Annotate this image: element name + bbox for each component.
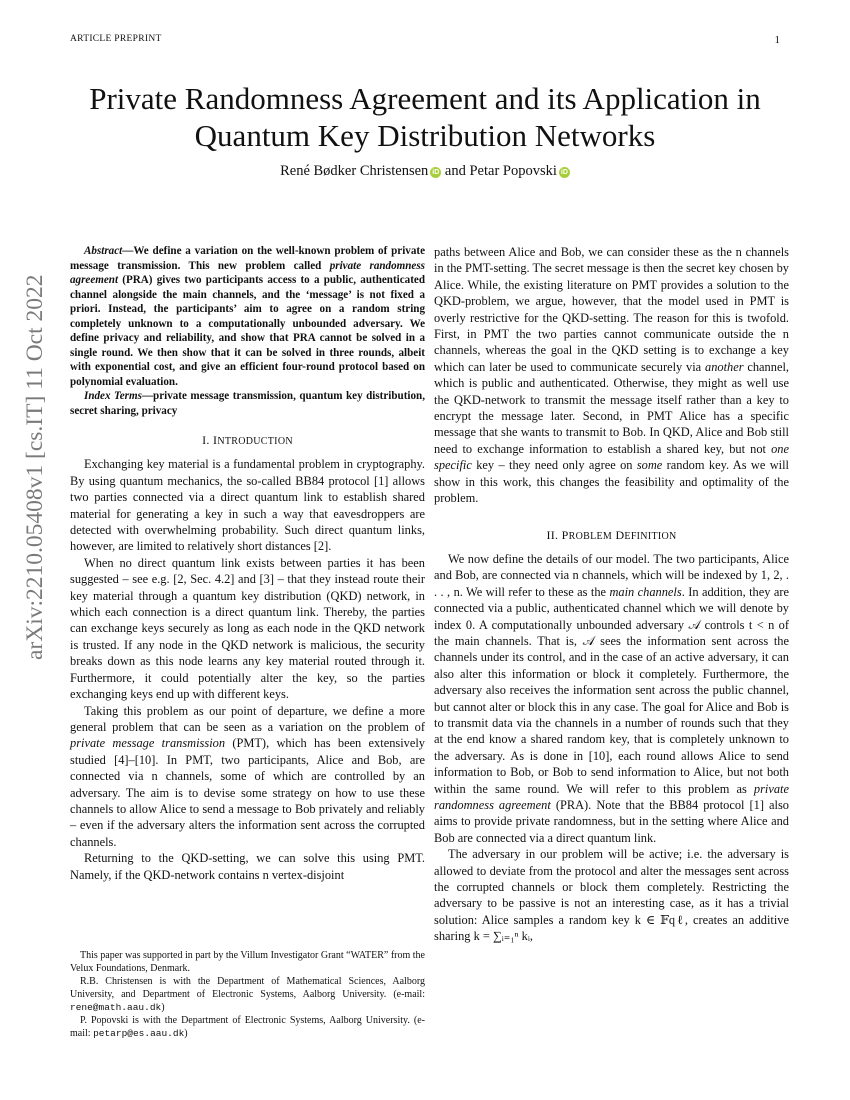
- author-and: and: [444, 163, 466, 179]
- paper-title: Private Randomness Agreement and its Application in Quantum Key Distribution Networks: [89, 81, 761, 153]
- abstract: Abstract—We define a variation on the well-known problem of private message transmission. This new problem called private randomness agreement (PRA) gives two participants access to a public, authenticated channel alongside the main channels, and the ‘message’ is not fixed a priori. Instead, the participants’ aim to agree on a random string completely unknown to a computationally unbounded adversary. We define privacy and reliability, and show that PRA cannot be solved in a single round. We then show that it can be solved in three rounds, albeit with exponential cost, and give an efficient four-round protocol based on polynomial evaluation.: [70, 245, 425, 388]
- email-link[interactable]: petarp@es.aau.dk: [93, 1028, 185, 1039]
- problem-paragraph: We now define the details of our model. The two participants, Alice and Bob, are connected via n channels, which will be indexed by 1, 2, . . . , n. We will refer to these as the main channels. In addition, they are connected via a public, authenticated channel which we will denote by index 0. A computationally unbounded adversary 𝒜 controls t < n of the main channels. That is, 𝒜 sees the information sent across the channels under its control, and in the case of an active adversary, it can also alter this information or block it completely. Furthermore, the adversary also receives the information sent across the public channel, but cannot alter or block this in any case. The goal for Alice and Bob is to transmit data via the channels in a number of rounds such that they at the end know a shared random key, that is completely unknown to the adversary. As is done in [10], each round allows Alice to send information to Bob, or Bob to send information to Alice, but not both within the same round. We will refer to this problem as private randomness agreement (PRA). Note that the BB84 protocol [1] also aims to provide private randomness, but in the setting where Alice and Bob are connected via a direct quantum link.: [434, 551, 789, 845]
- footnotes: [70, 949, 425, 1040]
- intro-paragraph: When no direct quantum link exists between parties it has been suggested – see e.g. [2, Sec. 4.2] and [3] – that they instead route their key material through a quantum key distribution (QKD) network, in which each connection is a direct quantum link. Thereby, the parties can exchange keys securely as long as each node in the QKD network is trusted. If any node in the QKD network is malicious, the security breaks down as this node learns any key material routed through it. Furthermore, it could potentially alter the key, so the parties exchanging keys end up with different keys.: [70, 555, 425, 702]
- left-column: [70, 244, 425, 883]
- intro-paragraph: Returning to the QKD-setting, we can solve this using PMT. Namely, if the QKD-network contains n vertex-disjoint: [70, 851, 425, 882]
- orcid-icon[interactable]: iD: [432, 169, 440, 176]
- section-heading-problem-definition: II. PROBLEM DEFINITION: [546, 527, 677, 542]
- author-line: [60, 163, 790, 180]
- index-terms: Index Terms—private message transmission, quantum key distribution, secret sharing, privacy: [70, 390, 425, 417]
- author-popovski: Petar Popovski: [469, 163, 557, 179]
- intro-paragraph: paths between Alice and Bob, we can consider these as the n channels in the PMT-setting. The secret message is then the secret key chosen by Alice. While, the existing literature on PMT provides a solution to the QKD-problem, we argue, however, that the model used in PMT is overly restrictive for the QKD-setting. The reason for this is twofold. First, in PMT the two parties cannot communicate outside the n channels, whereas the goal in the QKD setting is to exchange a key which can later be used to communicate securely via another channel, which is public and authenticated. Otherwise, they might as well use the QKD-network to transmit the message itself rather than a key to encrypt the message later. Second, in PMT Alice has a specific message that she wants to transmit to Bob. In QKD, Alice and Bob still need to exchange information to establish a shared key, but not one specific key – they need only agree on some random key. As we will show in this work, this changes the feasibility and optimality of the problem.: [434, 245, 789, 506]
- right-column: [434, 244, 789, 945]
- running-header: ARTICLE PREPRINT: [70, 34, 162, 44]
- footnote-christensen: R.B. Christensen is with the Department of Mathematical Sciences, Aalborg University, and Department of Electronic Systems, Aalborg University. (e-mail: rene@math.aau.dk): [70, 976, 425, 1013]
- intro-paragraph: Taking this problem as our point of departure, we define a more general problem that can be seen as a variation on the problem of private message transmission (PMT), which has been extensively studied [4]–[10]. In PMT, two participants, Alice and Bob, are connected via n channels, some of which are controlled by an adversary. The aim is to devise some strategy on how to use these channels to allow Alice to send a message to Bob privately and reliably – even if the adversary alters the information sent across the corrupted channels.: [70, 703, 425, 849]
- page-number: 1: [774, 34, 780, 46]
- orcid-icon[interactable]: iD: [560, 169, 568, 176]
- arxiv-identifier: arXiv:2210.05408v1 [cs.IT] 11 Oct 2022: [22, 274, 48, 660]
- section-heading-introduction: I. INTRODUCTION: [202, 433, 293, 447]
- abstract-label: Abstract: [84, 245, 123, 257]
- index-terms-label: Index Terms: [84, 390, 142, 402]
- intro-paragraph: Exchanging key material is a fundamental problem in cryptography. By using quantum mechanics, the so-called BB84 protocol [1] allows two parties connected via a direct quantum link to establish shared material for generating a key in such a way that eavesdroppers are detected with overwhelming probability. Such direct quantum links, however, are limited to relatively short distances [2].: [70, 457, 425, 554]
- author-christensen: René Bødker Christensen: [280, 163, 429, 179]
- email-link[interactable]: rene@math.aau.dk: [70, 1002, 162, 1013]
- footnote-funding: This paper was supported in part by the Villum Investigator Grant “WATER” from the Velux Foundations, Denmark.: [70, 950, 425, 974]
- problem-paragraph: The adversary in our problem will be active; i.e. the adversary is allowed to deviate from the protocol and alter the messages sent across the corrupted channels or block them completely. Restricting the adversary to be passive is not an interesting case, as it has a trivial solution: Alice samples a random key k ∈ 𝔽qℓ, creates an additive sharing k = ∑ᵢ₌₁ⁿ kᵢ,: [434, 847, 789, 944]
- footnote-popovski: P. Popovski is with the Department of Electronic Systems, Aalborg University. (e-mail: petarp@es.aau.dk): [70, 1015, 425, 1039]
